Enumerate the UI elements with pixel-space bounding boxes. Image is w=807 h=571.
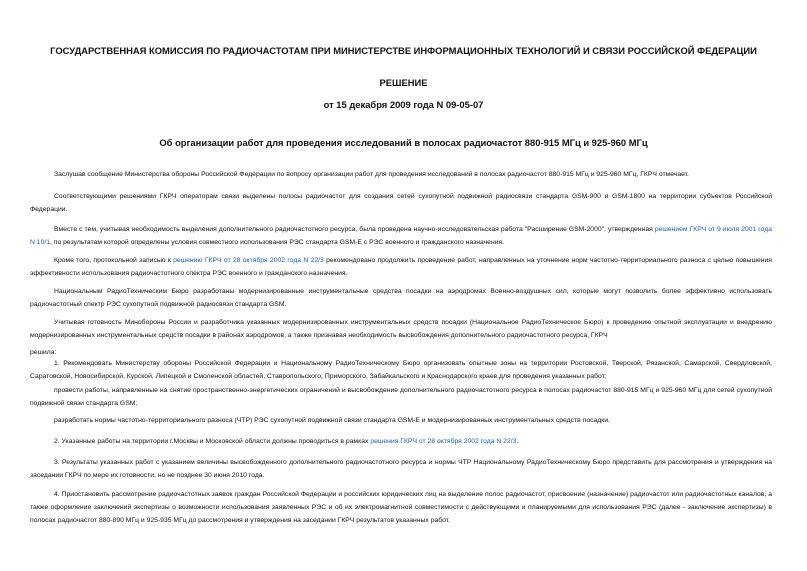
- item-1-norms: разработать нормы частотно-территориального разноса (ЧТР) РЭС сухопутной подвижной связи стандарта GSM-E и модернизированных инструментальных средств посадки.: [54, 417, 610, 424]
- decision-link-2002[interactable]: решению ГКРЧ от 28 октября 2002 года N 22/3: [173, 257, 324, 264]
- item-4: 4. Приостановить рассмотрение радиочастотных заявок граждан Российской Федерации и российских юридических лиц на выделение полос радиочастот, присвоение (назначение) радиочастот или радиочастотных каналов, а также оформление заключений экспертизы о возможности использования заявленных РЭС и об их электромагнитной совместимости с действующими и планируемыми для использования РЭС (далее - заключение экспертизы) в полосах радиочастот 880-890 МГц и 925-935 МГц до рассмотрения и утверждения на заседании ГКРЧ результатов указанных работ.: [30, 491, 772, 524]
- paragraph-4-text-a: Кроме того, протокольной записью к: [54, 257, 174, 264]
- paragraph-3-text-a: Вместе с тем, учитывая необходимость выделения дополнительного радиочастотного ресурса, была проведена научно-исследовательская работа "Расширение GSM-2000", утвержденная: [54, 226, 655, 233]
- paragraph-2: Соответствующими решениями ГКРЧ операторам связи выделены полосы радиочастот для создания сетей сухопутной подвижной радиосвязи стандарта GSM-900 и GSM-1800 на территории субъектов Российской Федерации.: [30, 193, 772, 213]
- paragraph-3-text-b: , по результатам которой определены условия совместного использования РЭС стандарта GSM-E с РЭС военного и гражданского назначения.: [50, 239, 505, 246]
- decision-link-2001[interactable]: решением ГКРЧ от 9 июля 2001 года N 10/1: [30, 226, 773, 246]
- commission-heading: ГОСУДАРСТВЕННАЯ КОМИССИЯ ПО РАДИОЧАСТОТАМ ПРИ МИНИСТЕРСТВЕ ИНФОРМАЦИОННЫХ ТЕХНОЛОГИЙ И СВЯЗИ РОССИЙСКОЙ ФЕДЕРАЦИИ: [50, 45, 757, 56]
- decision-link-22-3[interactable]: решения ГКРЧ от 28 октября 2002 года N 22/3: [370, 438, 517, 445]
- decision-date: от 15 декабря 2009 года N 09-05-07: [323, 99, 484, 110]
- item-1: 1. Рекомендовать Министерству обороны Российской Федерации и Национальному РадиоТехническому Бюро организовать опытные зоны на территории Ростовской, Тверской, Рязанской, Самарской, Свердловской, Саратовской, Новосибирской, Курской, Липецкой и Смоленской областей, Ставропольского, Приморского, Забайкальского и Краснодарского краев для проведения указанных работ;: [30, 360, 772, 380]
- item-2: [30, 435, 772, 448]
- item-2-text-a: 2. Указанные работы на территории г.Москвы и Московской области должны проводиться в рамках: [54, 438, 371, 445]
- paragraph-4-text-b: рекомендовано продолжить проведение работ, направленных на уточнение норм частотно-территориального разноса с целью повышения эффективности использования радиочастотного спектра РЭС военного и гражданского назначения.: [30, 257, 772, 277]
- item-1-continuation: провести работы, направленные на снятие пространственно-энергетических ограничений и высвобождение дополнительного радиочастотного ресурса в полосах радиочастот 880-915 МГц и 925-960 МГц для сетей сухопутной подвижной связи стандарта GSM;: [30, 387, 772, 407]
- decision-heading: РЕШЕНИЕ: [379, 77, 428, 88]
- paragraph-3: [30, 223, 772, 249]
- paragraph-4: [30, 254, 772, 280]
- paragraph-5: Национальным РадиоТехническим Бюро разработаны модернизированные инструментальные средства посадки на аэродромах Военно-воздушных сил, которые могут позволить более эффективно использовать радиочастотный спектр РЭС сухопутной подвижной радиосвязи стандарта GSM.: [30, 288, 772, 308]
- item-2-text-b: .: [516, 438, 519, 445]
- resolved-label: решила:: [30, 349, 57, 356]
- paragraph-6: Учитывая готовность Минобороны России и разработчика указанных модернизированных инструментальных средств посадки (Национальное РадиоТехническое Бюро) к проведению опытной эксплуатации и внедрению модернизированных инструментальных средств посадки в районах аэродромов, а также признавая необходимость высвобождения дополнительного радиочастотного ресурса, ГКРЧ: [30, 319, 772, 339]
- paragraph-1: Заслушав сообщение Министерства обороны Российской Федерации по вопросу организации работ для проведения исследований в полосах радиочастот 880-915 МГц и 925-960 МГц, ГКРЧ отмечает.: [54, 171, 689, 178]
- document-title: Об организации работ для проведения исследований в полосах радиочастот 880-915 МГц и 925-960 МГц: [159, 137, 648, 148]
- item-3: 3. Результаты указанных работ с указанием величины высвобожденного дополнительного радиочастотного ресурса и нормы ЧТР Национальному РадиоТехническому Бюро представить для рассмотрения и утверждения на заседании ГКРЧ по мере их готовности, но не позднее 30 июня 2010 года.: [30, 459, 772, 479]
